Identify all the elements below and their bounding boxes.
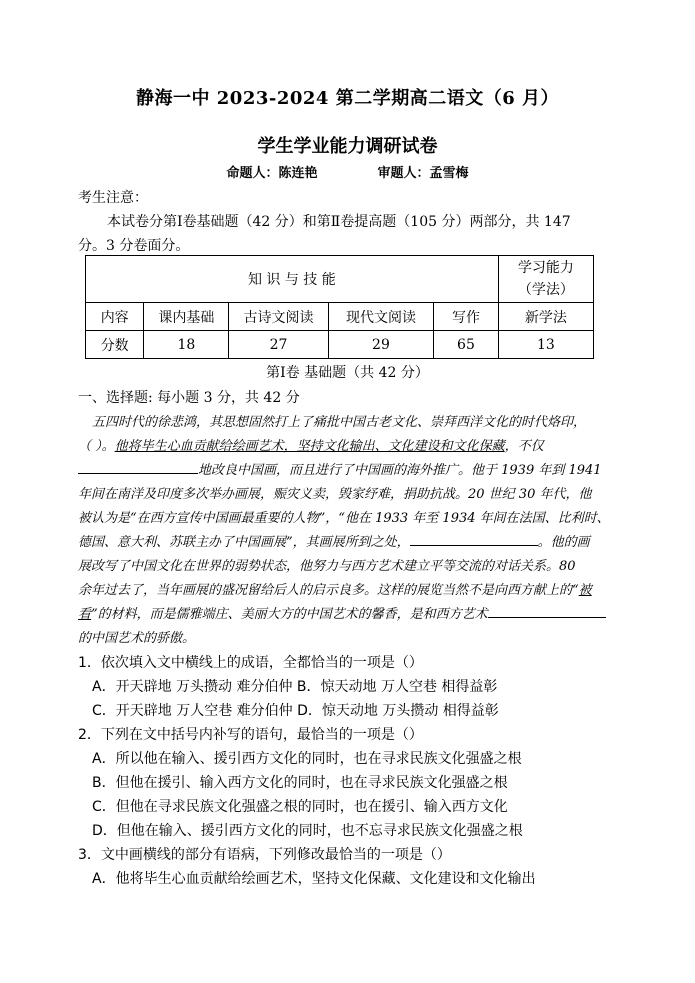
group-header: 知 识 与 技 能 bbox=[86, 256, 499, 303]
passage-text: 德国、意大利、苏联主办了中国画展”，其画展所到之处， bbox=[78, 535, 410, 550]
question-group-heading: 一、选择题: 每小题 3 分，共 42 分 bbox=[78, 390, 300, 406]
underlined-text: 看 bbox=[78, 607, 92, 622]
passage-line: 的中国艺术的骄傲。 bbox=[78, 631, 196, 646]
table-cell: 分数 bbox=[86, 331, 144, 359]
passage-text: 。他的画 bbox=[537, 535, 590, 550]
passage-line bbox=[78, 531, 590, 550]
column-header: 课内基础 bbox=[144, 303, 229, 331]
question-option[interactable]: C．开天辟地 万人空巷 难分伯仲 D．惊天动地 万头攒动 相得益彰 bbox=[92, 703, 499, 719]
passage-line: 五四时代的徐悲鸿，其思想固然打上了痛批中国古老文化、崇拜西洋文化的时代烙印， bbox=[92, 415, 587, 430]
column-header: 新学法 bbox=[498, 303, 593, 331]
passage-line: 年间在南洋及印度多次举办画展，赈灾义卖，毁家纾难，捐助抗战。20 世纪 30 年代，他 bbox=[78, 487, 592, 502]
notice-line-2: 分。3 分卷面分。 bbox=[78, 238, 190, 254]
author-label: 命题人：陈连艳 bbox=[226, 166, 318, 181]
passage-line bbox=[78, 579, 592, 598]
fill-blank-3 bbox=[488, 605, 606, 618]
section-title: 第Ⅰ卷 基础题（共 42 分） bbox=[266, 365, 429, 381]
authors-line bbox=[0, 162, 695, 181]
passage-text: ”的材料，而是儒雅端庄、美丽大方的中国艺术的馨香，是和西方艺术 bbox=[91, 607, 488, 622]
column-header: 现代文阅读 bbox=[328, 303, 433, 331]
score-table bbox=[85, 255, 594, 359]
question-stem: 2．下列在文中括号内补写的语句，最恰当的一项是（） bbox=[78, 727, 423, 743]
reviewer-label: 审题人：孟雪梅 bbox=[377, 166, 469, 181]
passage-line bbox=[78, 603, 606, 622]
table-cell: 27 bbox=[229, 331, 328, 359]
table-cell: 65 bbox=[434, 331, 499, 359]
passage-line: 展改写了中国文化在世界的弱势状态，他努力与西方艺术建立平等交流的对话关系。80 bbox=[78, 559, 576, 574]
fill-blank-1 bbox=[78, 461, 198, 474]
question-stem: 1．依次填入文中横线上的成语，全都恰当的一项是（） bbox=[78, 655, 423, 671]
table-cell: 13 bbox=[498, 331, 593, 359]
passage-text: ，不仅 bbox=[504, 439, 544, 454]
notice-line-1: 本试卷分第Ⅰ卷基础题（42 分）和第Ⅱ卷提高题（105 分）两部分，共 147 bbox=[107, 214, 571, 230]
underlined-text: 被 bbox=[578, 583, 592, 598]
ability-header-line2: （学法） bbox=[517, 282, 574, 298]
question-option[interactable]: A．开天辟地 万头攒动 难分伯仲 B．惊天动地 万人空巷 相得益彰 bbox=[92, 679, 498, 695]
column-header: 内容 bbox=[86, 303, 144, 331]
passage-line: 被认为是“在西方宣传中国画最重要的人物”，“他在 1933 年至 1934 年间在法国、比利时、 bbox=[78, 511, 610, 526]
column-header: 古诗文阅读 bbox=[229, 303, 328, 331]
table-cell: 29 bbox=[328, 331, 433, 359]
ability-header-line1: 学习能力 bbox=[517, 260, 574, 276]
passage-line bbox=[78, 459, 602, 478]
exam-title: 静海一中 2023-2024 第二学期高二语文（6 月） bbox=[136, 88, 559, 109]
question-option[interactable]: A．所以他在输入、援引西方文化的同时，也在寻求民族文化强盛之根 bbox=[92, 751, 522, 767]
bracket-blank: （ ）。 bbox=[78, 439, 115, 454]
notice-label: 考生注意： bbox=[78, 190, 148, 206]
column-header: 写作 bbox=[434, 303, 499, 331]
ability-header bbox=[498, 256, 593, 303]
question-option[interactable]: B．但他在援引、输入西方文化的同时，也在寻求民族文化强盛之根 bbox=[92, 775, 508, 791]
table-cell: 18 bbox=[144, 331, 229, 359]
question-option[interactable]: D．但他在输入、援引西方文化的同时，也不忘寻求民族文化强盛之根 bbox=[92, 823, 523, 839]
passage-text: 余年过去了，当年画展的盛况留给后人的启示良多。这样的展览当然不是向西方献上的“ bbox=[78, 583, 579, 598]
question-option[interactable]: C．但他在寻求民族文化强盛之根的同时，也在援引、输入西方文化 bbox=[92, 799, 508, 815]
underlined-sentence: 他将毕生心血贡献给绘画艺术，坚持文化输出、文化建设和文化保藏 bbox=[114, 439, 505, 454]
fill-blank-2 bbox=[410, 533, 538, 546]
question-stem: 3．文中画横线的部分有语病，下列修改最恰当的一项是（） bbox=[78, 847, 451, 863]
passage-line bbox=[78, 435, 544, 454]
passage-text: 地改良中国画，而且进行了中国画的海外推广。他于 1939 年到 1941 bbox=[198, 463, 602, 478]
question-option[interactable]: A．他将毕生心血贡献给绘画艺术，坚持文化保藏、文化建设和文化输出 bbox=[92, 871, 536, 887]
exam-subtitle: 学生学业能力调研试卷 bbox=[257, 136, 438, 157]
